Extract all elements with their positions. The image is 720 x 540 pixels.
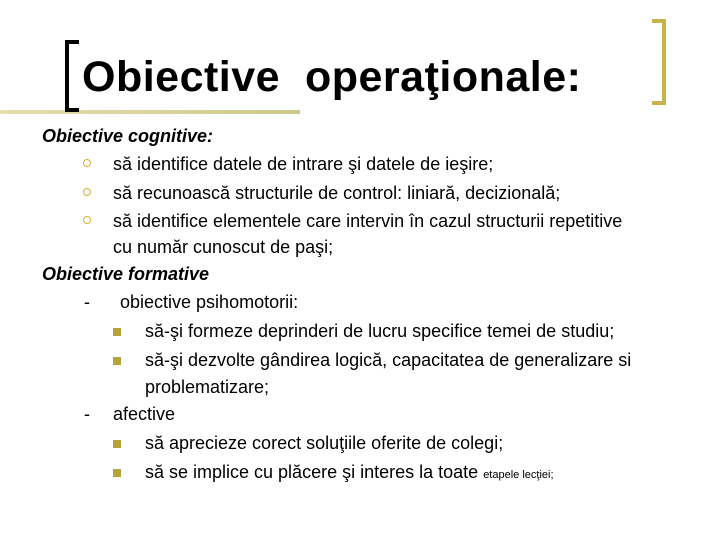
cognitive-item-1: să identifice datele de intrare şi datele de ieşire; bbox=[113, 154, 494, 174]
square-bullet-icon bbox=[113, 357, 121, 365]
psychomotor-item-2-continued: problematizare; bbox=[145, 377, 270, 397]
square-bullet-icon bbox=[113, 469, 121, 477]
cognitive-item-3: să identifice elementele care intervin în cazul structurii repetitive bbox=[113, 211, 623, 231]
title-underline bbox=[0, 110, 300, 114]
left-bracket-decoration bbox=[65, 40, 79, 112]
psychomotor-label: obiective psihomotorii: bbox=[120, 292, 299, 312]
affective-item-2-small: etapele lecţiei; bbox=[483, 469, 554, 481]
cognitive-item-2: să recunoască structurile de control: liniară, decizională; bbox=[113, 183, 561, 203]
right-bracket-decoration bbox=[652, 19, 666, 105]
affective-item-1: să aprecieze corect soluţiile oferite de colegi; bbox=[145, 433, 504, 453]
cognitive-heading: Obiective cognitive: bbox=[42, 126, 214, 146]
dash-marker: - bbox=[84, 404, 90, 424]
affective-label: afective bbox=[113, 404, 176, 424]
slide-title: Obiective operaţionale: bbox=[82, 53, 582, 101]
psychomotor-item-1: să-şi formeze deprinderi de lucru specifice temei de studiu; bbox=[145, 321, 615, 341]
cognitive-item-3-continued: cu număr cunoscut de paşi; bbox=[113, 237, 334, 257]
circle-bullet-icon bbox=[83, 188, 91, 196]
affective-item-2 bbox=[145, 463, 554, 481]
circle-bullet-icon bbox=[83, 216, 91, 224]
square-bullet-icon bbox=[113, 328, 121, 336]
circle-bullet-icon bbox=[83, 159, 91, 167]
square-bullet-icon bbox=[113, 440, 121, 448]
psychomotor-item-2: să-şi dezvolte gândirea logică, capacitatea de generalizare si bbox=[145, 350, 632, 370]
affective-item-2-main: să se implice cu plăcere şi interes la toate bbox=[145, 462, 479, 482]
dash-marker: - bbox=[84, 292, 90, 312]
formative-heading: Obiective formative bbox=[42, 264, 210, 284]
